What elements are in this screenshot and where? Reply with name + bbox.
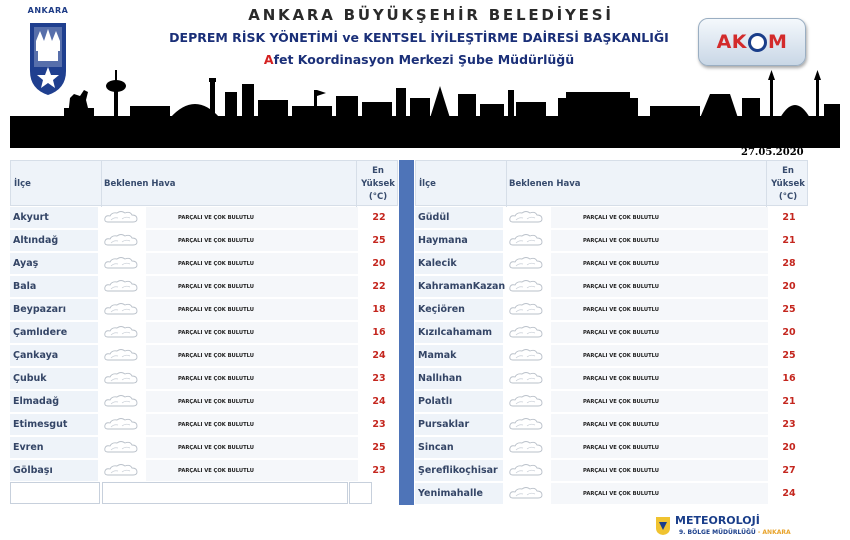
district-name: Güdül	[415, 207, 503, 228]
table-row	[415, 253, 808, 275]
weather-description: PARÇALI VE ÇOK BULUTLU	[146, 299, 358, 320]
cloud-icon	[102, 370, 140, 387]
district-name: Çubuk	[10, 368, 98, 389]
table-row	[10, 207, 398, 229]
logo-text: ANKARA	[27, 6, 69, 15]
max-temperature: 24	[372, 350, 386, 361]
akom-suffix: M	[768, 31, 788, 53]
header-weather: Beklenen Hava	[104, 179, 176, 189]
table-row	[415, 460, 808, 482]
weather-description: PARÇALI VE ÇOK BULUTLU	[146, 207, 358, 228]
cloud-icon	[507, 324, 545, 341]
header-temp	[359, 161, 397, 207]
district-name: Bala	[10, 276, 98, 297]
empty-cell	[102, 482, 348, 504]
max-temperature: 24	[782, 488, 796, 499]
empty-row	[10, 482, 398, 504]
max-temperature: 25	[372, 442, 386, 453]
header-district: İlçe	[419, 179, 436, 189]
max-temperature: 24	[372, 396, 386, 407]
max-temperature: 20	[782, 327, 796, 338]
akom-prefix: AK	[716, 31, 747, 53]
max-temperature: 23	[372, 419, 386, 430]
weather-description: PARÇALI VE ÇOK BULUTLU	[146, 322, 358, 343]
weather-description: PARÇALI VE ÇOK BULUTLU	[146, 391, 358, 412]
max-temperature: 23	[372, 465, 386, 476]
title-department: DEPREM RİSK YÖNETİMİ ve KENTSEL İYİLEŞTİRME DAİRESİ BAŞKANLIĞI	[169, 30, 669, 45]
akom-logo	[698, 18, 806, 66]
weather-description: PARÇALI VE ÇOK BULUTLU	[551, 322, 768, 343]
weather-description: PARÇALI VE ÇOK BULUTLU	[551, 207, 768, 228]
cloud-icon	[507, 370, 545, 387]
weather-description: PARÇALI VE ÇOK BULUTLU	[551, 368, 768, 389]
weather-description: PARÇALI VE ÇOK BULUTLU	[146, 437, 358, 458]
weather-description: PARÇALI VE ÇOK BULUTLU	[551, 299, 768, 320]
cloud-icon	[102, 393, 140, 410]
table-row	[10, 230, 398, 252]
cloud-icon	[507, 347, 545, 364]
header-district: İlçe	[14, 179, 31, 189]
cloud-icon	[507, 462, 545, 479]
max-temperature: 21	[782, 235, 796, 246]
cloud-icon	[507, 278, 545, 295]
empty-cell	[349, 482, 372, 504]
table-row	[415, 276, 808, 298]
district-name: Altındağ	[10, 230, 98, 251]
district-name: Ayaş	[10, 253, 98, 274]
district-name: Çamlıdere	[10, 322, 98, 343]
max-temperature: 27	[782, 465, 796, 476]
weather-description: PARÇALI VE ÇOK BULUTLU	[551, 460, 768, 481]
max-temperature: 21	[782, 212, 796, 223]
district-name: Etimesgut	[10, 414, 98, 435]
meteoroloji-city: - ANKARA	[755, 529, 791, 536]
table-header	[10, 160, 398, 206]
cloud-icon	[507, 255, 545, 272]
meteoroloji-logo	[655, 514, 791, 540]
district-name: Çankaya	[10, 345, 98, 366]
cloud-icon	[102, 462, 140, 479]
report-date: 27.05.2020	[741, 147, 804, 158]
district-name: Polatlı	[415, 391, 503, 412]
weather-description: PARÇALI VE ÇOK BULUTLU	[551, 276, 768, 297]
cloud-icon	[507, 416, 545, 433]
weather-description: PARÇALI VE ÇOK BULUTLU	[146, 230, 358, 251]
cloud-icon	[102, 324, 140, 341]
district-name: Elmadağ	[10, 391, 98, 412]
header-temp-line3: (°C)	[368, 191, 388, 202]
weather-description: PARÇALI VE ÇOK BULUTLU	[551, 253, 768, 274]
district-name: Kalecik	[415, 253, 503, 274]
district-name: Yenimahalle	[415, 483, 503, 504]
weather-description: PARÇALI VE ÇOK BULUTLU	[146, 414, 358, 435]
max-temperature: 22	[372, 281, 386, 292]
table-row	[10, 414, 398, 436]
max-temperature: 18	[372, 304, 386, 315]
cloud-icon	[507, 439, 545, 456]
weather-description: PARÇALI VE ÇOK BULUTLU	[551, 414, 768, 435]
table-row	[10, 368, 398, 390]
meteoroloji-region: 9. BÖLGE MÜDÜRLÜĞÜ	[679, 529, 756, 536]
header-temp-line3: (°C)	[778, 191, 798, 202]
weather-description: PARÇALI VE ÇOK BULUTLU	[551, 391, 768, 412]
table-row	[415, 414, 808, 436]
max-temperature: 25	[782, 304, 796, 315]
title-municipality: ANKARA BÜYÜKŞEHİR BELEDİYESİ	[248, 6, 614, 24]
weather-description: PARÇALI VE ÇOK BULUTLU	[551, 483, 768, 504]
weather-description: PARÇALI VE ÇOK BULUTLU	[146, 345, 358, 366]
max-temperature: 23	[372, 373, 386, 384]
district-name: Mamak	[415, 345, 503, 366]
cloud-icon	[102, 209, 140, 226]
column-divider	[399, 160, 414, 505]
table-row	[10, 345, 398, 367]
max-temperature: 20	[782, 281, 796, 292]
max-temperature: 22	[372, 212, 386, 223]
district-name: Kızılcahamam	[415, 322, 503, 343]
weather-description: PARÇALI VE ÇOK BULUTLU	[146, 460, 358, 481]
max-temperature: 25	[782, 350, 796, 361]
forecast-table-right	[415, 160, 808, 506]
district-name: Beypazarı	[10, 299, 98, 320]
cloud-icon	[507, 232, 545, 249]
weather-description: PARÇALI VE ÇOK BULUTLU	[551, 230, 768, 251]
cloud-icon	[102, 347, 140, 364]
title-branch-first-letter: A	[263, 52, 274, 67]
header-temp-line2: Yüksek	[771, 178, 805, 189]
district-name: Nallıhan	[415, 368, 503, 389]
cloud-icon	[507, 301, 545, 318]
district-name: Şereflikoçhisar	[415, 460, 503, 481]
table-row	[10, 322, 398, 344]
table-row	[415, 345, 808, 367]
max-temperature: 16	[782, 373, 796, 384]
header-temp-line2: Yüksek	[361, 178, 395, 189]
district-name: Akyurt	[10, 207, 98, 228]
cloud-icon	[507, 393, 545, 410]
max-temperature: 20	[782, 442, 796, 453]
max-temperature: 21	[782, 396, 796, 407]
district-name: Sincan	[415, 437, 503, 458]
cloud-icon	[507, 485, 545, 502]
table-row	[415, 207, 808, 229]
table-row	[415, 322, 808, 344]
meteoroloji-subtitle	[679, 529, 791, 536]
district-name: KahramanKazan	[415, 276, 503, 297]
cloud-icon	[102, 278, 140, 295]
table-row	[415, 391, 808, 413]
table-row	[10, 460, 398, 482]
table-row	[10, 276, 398, 298]
district-name: Gölbaşı	[10, 460, 98, 481]
weather-description: PARÇALI VE ÇOK BULUTLU	[551, 437, 768, 458]
meteoroloji-title: METEOROLOJİ	[675, 514, 760, 527]
table-row	[415, 230, 808, 252]
title-branch-rest: fet Koordinasyon Merkezi Şube Müdürlüğü	[273, 52, 575, 67]
cloud-icon	[102, 416, 140, 433]
cloud-icon	[102, 232, 140, 249]
table-row	[415, 299, 808, 321]
district-name: Evren	[10, 437, 98, 458]
max-temperature: 20	[372, 258, 386, 269]
max-temperature: 25	[372, 235, 386, 246]
weather-description: PARÇALI VE ÇOK BULUTLU	[551, 345, 768, 366]
weather-description: PARÇALI VE ÇOK BULUTLU	[146, 276, 358, 297]
cloud-icon	[102, 301, 140, 318]
meteoroloji-mark-icon	[655, 516, 671, 536]
forecast-table-left	[10, 160, 398, 506]
table-row	[10, 253, 398, 275]
cloud-icon	[102, 439, 140, 456]
table-row	[10, 437, 398, 459]
max-temperature: 28	[782, 258, 796, 269]
table-row	[10, 391, 398, 413]
header-temp-line1: En	[782, 165, 794, 176]
weather-description: PARÇALI VE ÇOK BULUTLU	[146, 253, 358, 274]
table-row	[415, 483, 808, 505]
district-name: Pursaklar	[415, 414, 503, 435]
header-temp	[769, 161, 807, 207]
ankara-skyline-icon	[10, 68, 840, 148]
header-weather: Beklenen Hava	[509, 179, 581, 189]
table-row	[10, 299, 398, 321]
max-temperature: 23	[782, 419, 796, 430]
empty-cell	[10, 482, 100, 504]
district-name: Haymana	[415, 230, 503, 251]
table-row	[415, 437, 808, 459]
max-temperature: 16	[372, 327, 386, 338]
weather-description: PARÇALI VE ÇOK BULUTLU	[146, 368, 358, 389]
table-header	[415, 160, 808, 206]
cloud-icon	[102, 255, 140, 272]
district-name: Keçiören	[415, 299, 503, 320]
cloud-icon	[507, 209, 545, 226]
akom-o-icon	[748, 33, 767, 52]
table-row	[415, 368, 808, 390]
header-temp-line1: En	[372, 165, 384, 176]
